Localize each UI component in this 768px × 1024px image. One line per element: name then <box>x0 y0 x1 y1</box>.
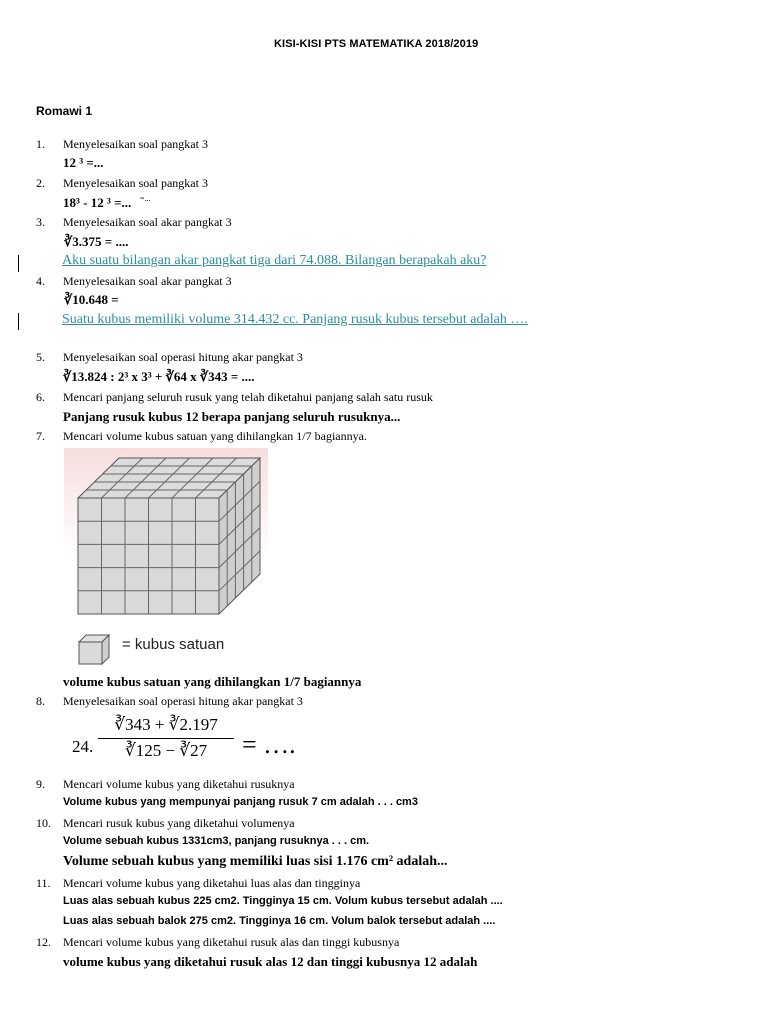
item-expression: ∛3.375 = .... <box>64 234 129 249</box>
item-expression: Volume sebuah kubus yang memiliki luas sisi 1.176 cm² adalah... <box>63 854 448 869</box>
item-expression: Volume kubus yang mempunyai panjang rusuk 7 cm adalah . . . cm3 <box>63 796 418 808</box>
question-link[interactable]: Suatu kubus memiliki volume 314.432 cc. Panjang rusuk kubus tersebut adalah …. <box>62 312 528 327</box>
item-number: 7. <box>36 429 45 443</box>
formula-fraction <box>98 715 234 761</box>
item-number: 11. <box>36 876 51 890</box>
legend-label: = kubus satuan <box>122 636 225 653</box>
item-number: 12. <box>36 935 51 949</box>
item-expression: 18³ - 12 ³ =... <box>63 195 132 210</box>
fraction-bar <box>98 738 234 739</box>
item-text: Menyelesaikan soal operasi hitung akar pangkat 3 <box>63 350 303 364</box>
formula-denominator: ∛125 − ∛27 <box>124 741 208 760</box>
item-expression: ∛13.824 : 2³ x 3³ + ∛64 x ∛343 = .... <box>63 369 255 384</box>
item-text: Mencari volume kubus yang diketahui rusuknya <box>63 777 295 791</box>
item-expression: 12 ³ =... <box>63 155 104 170</box>
item-expression: ∛10.648 = <box>64 292 119 307</box>
item-expression: Luas alas sebuah kubus 225 cm2. Tingginya 15 cm. Volum kubus tersebut adalah .... <box>63 895 503 907</box>
text-cursor <box>18 255 19 272</box>
item-text: Mencari rusuk kubus yang diketahui volumenya <box>63 816 295 830</box>
item-number: 6. <box>36 390 45 404</box>
item-text: Menyelesaikan soal akar pangkat 3 <box>63 215 232 229</box>
item-number: 2. <box>36 176 45 190</box>
cube-diagram <box>64 448 268 666</box>
item-number: 8. <box>36 694 45 708</box>
page-title: KISI-KISI PTS MATEMATIKA 2018/2019 <box>274 38 479 50</box>
question-link[interactable]: Aku suatu bilangan akar pangkat tiga dari 74.088. Bilangan berapakah aku? <box>62 253 487 268</box>
item-text: Menyelesaikan soal operasi hitung akar pangkat 3 <box>63 694 303 708</box>
section-label: Romawi 1 <box>36 104 93 118</box>
item-text: Menyelesaikan soal pangkat 3 <box>63 137 208 151</box>
item-expression-suffix: =... <box>140 194 151 203</box>
item-text: Menyelesaikan soal pangkat 3 <box>63 176 208 190</box>
item-number: 9. <box>36 777 45 791</box>
item-number: 3. <box>36 215 45 229</box>
item-expression: volume kubus yang diketahui rusuk alas 12 dan tinggi kubusnya 12 adalah <box>63 954 478 969</box>
item-expression: volume kubus satuan yang dihilangkan 1/7 bagiannya <box>63 674 362 689</box>
item-expression: Volume sebuah kubus 1331cm3, panjang rusuknya . . . cm. <box>63 835 370 847</box>
item-number: 4. <box>36 274 45 288</box>
formula-numerator: ∛343 + ∛2.197 <box>114 715 218 734</box>
item-expression: Luas alas sebuah balok 275 cm2. Tingginya 16 cm. Volum balok tersebut adalah .... <box>63 915 496 927</box>
item-number: 10. <box>36 816 51 830</box>
item-number: 1. <box>36 137 45 151</box>
item-text: Menyelesaikan soal akar pangkat 3 <box>63 274 232 288</box>
item-text: Mencari panjang seluruh rusuk yang telah diketahui panjang salah satu rusuk <box>63 390 433 404</box>
item-expression: Panjang rusuk kubus 12 berapa panjang seluruh rusuknya... <box>63 409 401 424</box>
formula-prefix: 24. <box>72 737 94 756</box>
item-text: Mencari volume kubus yang diketahui rusuk alas dan tinggi kubusnya <box>63 935 400 949</box>
cube-figure <box>64 448 268 666</box>
formula-suffix: = …. <box>242 730 296 759</box>
text-cursor <box>18 313 19 330</box>
item-number: 5. <box>36 350 45 364</box>
item-text: Mencari volume kubus yang diketahui luas alas dan tingginya <box>63 876 361 890</box>
item-text: Mencari volume kubus satuan yang dihilangkan 1/7 bagiannya. <box>63 429 367 443</box>
